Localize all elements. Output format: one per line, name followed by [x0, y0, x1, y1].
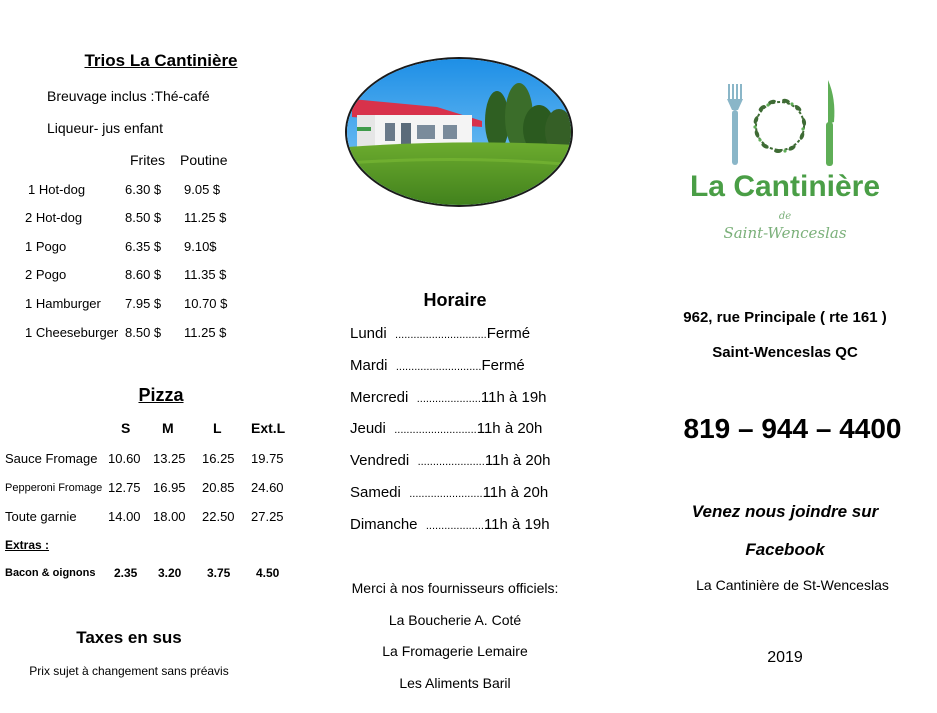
horaire-hours: 11h à 20h [476, 420, 543, 437]
col-frites: Frites [130, 152, 165, 168]
join-line-2: Facebook [745, 540, 825, 559]
horaire-hours: 11h à 19h [483, 516, 550, 533]
pizza-price: 12.75 [108, 480, 141, 495]
horaire-day: Dimanche [350, 516, 418, 533]
trios-frites-price: 8.50 $ [125, 325, 162, 340]
extras-price-l: 3.75 [207, 566, 231, 580]
pizza-row [0, 451, 300, 471]
utensils-wreath-icon [722, 78, 842, 168]
trios-row [0, 210, 240, 230]
pizza-price: 19.75 [251, 451, 284, 466]
trios-item: 1 Hot-dog [28, 182, 86, 197]
col-poutine: Poutine [180, 152, 228, 168]
size-m: M [162, 420, 174, 436]
extras-name: Bacon & oignons [5, 567, 96, 579]
pizza-price: 10.60 [108, 451, 141, 466]
horaire-day: Mardi [350, 357, 388, 374]
trios-frites-price: 7.95 $ [125, 296, 162, 311]
address: 962, rue Principale ( rte 161 ) [683, 309, 887, 326]
trios-row [0, 239, 240, 259]
size-extl: Ext.L [251, 420, 286, 436]
restaurant-photo [345, 57, 573, 207]
supplier-1: La Boucherie A. Coté [388, 612, 522, 628]
pizza-price: 16.25 [202, 451, 235, 466]
pizza-price: 27.25 [251, 509, 284, 524]
horaire-row [350, 452, 550, 472]
horaire-leader-dots: .............................. [395, 329, 487, 341]
trios-poutine-price: 9.10$ [184, 239, 217, 254]
supplier-3: Les Aliments Baril [399, 675, 511, 691]
trios-poutine-price: 11.25 $ [184, 325, 227, 340]
brand-name: La Cantinière [689, 170, 881, 203]
facebook-page: La Cantinière de St-Wenceslas [696, 577, 889, 593]
pizza-price: 16.95 [153, 480, 186, 495]
horaire-leader-dots: ............................ [395, 361, 482, 373]
trios-poutine-price: 10.70 $ [184, 296, 228, 311]
trios-row [0, 325, 240, 345]
horaire-row [350, 484, 548, 504]
trios-poutine-price: 9.05 $ [184, 182, 221, 197]
trios-row [0, 267, 240, 287]
trios-item: 2 Hot-dog [25, 210, 83, 225]
supplier-2: La Fromagerie Lemaire [382, 643, 528, 659]
horaire-leader-dots: ........................ [409, 488, 483, 500]
trios-item: 1 Pogo [25, 239, 67, 254]
size-l: L [213, 420, 222, 436]
trios-item: 1 Cheeseburger [25, 325, 119, 340]
trios-line2: Liqueur- jus enfant [47, 120, 163, 136]
extras-label: Extras : [5, 538, 50, 552]
horaire-leader-dots: ........................... [394, 424, 477, 436]
trios-title: Trios La Cantinière [84, 51, 238, 70]
extras-price-m: 3.20 [158, 566, 182, 580]
trios-poutine-price: 11.35 $ [184, 267, 227, 282]
horaire-gap [401, 484, 409, 501]
horaire-hours: 11h à 20h [484, 452, 551, 469]
horaire-gap [387, 325, 395, 342]
pizza-price: 24.60 [251, 480, 284, 495]
pizza-price: 13.25 [153, 451, 186, 466]
taxes-title: Taxes en sus [76, 628, 182, 647]
brand-town: Saint-Wenceslas [723, 224, 847, 242]
horaire-gap [388, 357, 396, 374]
pizza-row [0, 509, 300, 529]
pizza-price: 22.50 [202, 509, 235, 524]
restaurant-photo-art [347, 59, 573, 207]
horaire-row [350, 357, 525, 377]
brand-de: de [778, 211, 792, 222]
horaire-leader-dots: ................... [425, 520, 484, 532]
horaire-row [350, 389, 547, 409]
trios-poutine-price: 11.25 $ [184, 210, 227, 225]
pizza-price: 18.00 [153, 509, 186, 524]
horaire-hours: 11h à 20h [482, 484, 549, 501]
pizza-name: Pepperoni Fromage [5, 482, 103, 494]
horaire-title: Horaire [423, 290, 487, 310]
horaire-leader-dots: ...................... [417, 456, 485, 468]
horaire-row [350, 325, 530, 345]
taxes-note: Prix sujet à changement sans préavis [29, 664, 229, 678]
horaire-day: Jeudi [350, 420, 386, 437]
horaire-gap [386, 420, 394, 437]
pizza-name: Sauce Fromage [5, 451, 98, 466]
horaire-hours: 11h à 19h [480, 389, 547, 406]
trios-frites-price: 8.60 $ [125, 267, 162, 282]
trios-frites-price: 8.50 $ [125, 210, 162, 225]
city: Saint-Wenceslas QC [712, 344, 858, 361]
horaire-row [350, 516, 550, 536]
trios-frites-price: 6.35 $ [125, 239, 162, 254]
trios-item: 1 Hamburger [25, 296, 101, 311]
extras-price-extl: 4.50 [256, 566, 280, 580]
year: 2019 [767, 649, 803, 666]
size-s: S [121, 420, 131, 436]
horaire-gap [409, 452, 417, 469]
pizza-row [0, 480, 300, 500]
horaire-hours: Fermé [486, 325, 531, 342]
trios-row [0, 296, 240, 316]
pizza-price: 20.85 [202, 480, 235, 495]
join-line-1: Venez nous joindre sur [691, 502, 879, 521]
extras-price-s: 2.35 [114, 566, 138, 580]
horaire-gap [418, 516, 426, 533]
horaire-day: Samedi [350, 484, 401, 501]
horaire-hours: Fermé [481, 357, 525, 374]
trios-line1: Breuvage inclus :Thé-café [47, 88, 210, 104]
pizza-name: Toute garnie [5, 509, 77, 524]
trios-frites-price: 6.30 $ [125, 182, 162, 197]
trios-item: 2 Pogo [25, 267, 67, 282]
horaire-gap [408, 389, 416, 406]
horaire-day: Vendredi [350, 452, 410, 469]
horaire-day: Mercredi [350, 389, 409, 406]
trios-row [0, 182, 240, 202]
phone: 819 – 944 – 4400 [683, 413, 902, 444]
pizza-title: Pizza [138, 385, 184, 405]
pizza-price: 14.00 [108, 509, 141, 524]
horaire-leader-dots: ..................... [416, 393, 481, 405]
suppliers-title: Merci à nos fournisseurs officiels: [351, 580, 559, 596]
horaire-row [350, 420, 542, 440]
horaire-day: Lundi [350, 325, 387, 342]
